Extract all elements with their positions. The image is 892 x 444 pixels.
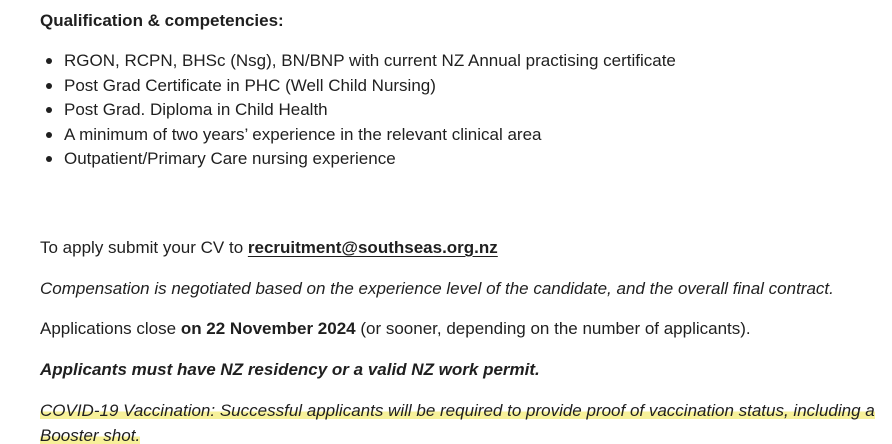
covid-label: COVID-19 Vaccination: bbox=[40, 401, 216, 420]
qualification-text: Post Grad Certificate in PHC (Well Child Nursing) bbox=[64, 75, 436, 95]
close-prefix: Applications close bbox=[40, 319, 181, 338]
covid-vaccination-note bbox=[40, 398, 880, 444]
close-date: on 22 November 2024 bbox=[180, 319, 356, 338]
bullet-icon bbox=[46, 132, 52, 138]
list-item bbox=[40, 74, 676, 99]
bullet-icon bbox=[46, 83, 52, 89]
qualification-text: A minimum of two years’ experience in the relevant clinical area bbox=[64, 124, 542, 144]
compensation-note: Compensation is negotiated based on the experience level of the candidate, and the overall final contract. bbox=[40, 279, 834, 298]
qualification-text: Outpatient/Primary Care nursing experience bbox=[64, 149, 396, 168]
qualification-text: Post Grad. Diploma in Child Health bbox=[64, 100, 328, 119]
list-item bbox=[40, 49, 676, 74]
applications-close bbox=[40, 317, 751, 341]
list-item bbox=[40, 147, 676, 172]
bullet-icon bbox=[46, 107, 52, 113]
qualifications-list bbox=[40, 49, 676, 172]
apply-prefix: To apply submit your CV to bbox=[40, 238, 248, 257]
close-suffix: (or sooner, depending on the number of applicants). bbox=[355, 319, 751, 338]
covid-text: Successful applicants will be required to provide proof of vaccination status, including a Booster shot. bbox=[40, 401, 875, 444]
list-item bbox=[40, 123, 676, 148]
list-item bbox=[40, 98, 676, 123]
qualifications-heading: Qualification & competencies: bbox=[40, 11, 284, 30]
residency-requirement: Applicants must have NZ residency or a valid NZ work permit. bbox=[40, 360, 540, 379]
bullet-icon bbox=[46, 58, 52, 64]
qualification-text: RGON, RCPN, BHSc (Nsg), BN/BNP with current NZ Annual practising certificate bbox=[64, 51, 676, 70]
recruitment-email-link[interactable]: recruitment@southseas.org.nz bbox=[247, 238, 498, 257]
bullet-icon bbox=[46, 156, 52, 162]
apply-instructions bbox=[40, 236, 498, 260]
